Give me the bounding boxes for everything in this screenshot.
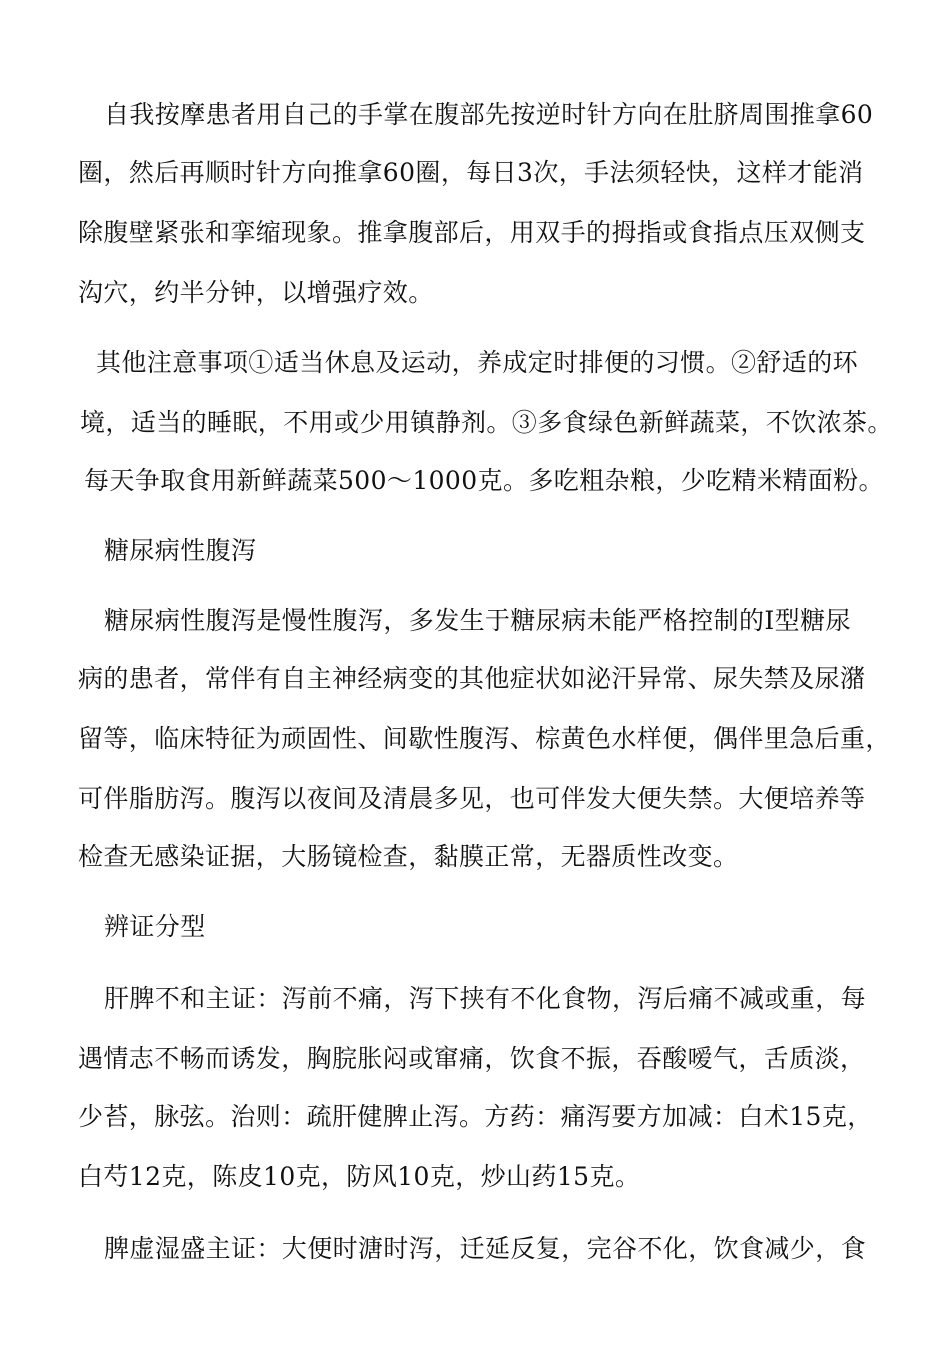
text-line: 其他注意事项①适当休息及运动，养成定时排便的习惯。②舒适的环 — [96, 348, 859, 377]
section-heading-diabetic-diarrhea: 糖尿病性腹泻 — [104, 536, 257, 565]
text-line: 每天争取食用新鲜蔬菜500〜1000克。多吃粗杂粮，少吃精米精面粉。 — [84, 466, 884, 495]
text-line: 可伴脂肪泻。腹泻以夜间及清晨多见，也可伴发大便失禁。大便培养等 — [78, 784, 866, 813]
text-line: 圈，然后再顺时针方向推拿60圈，每日3次，手法须轻快，这样才能消 — [78, 158, 864, 187]
text-line: 沟穴，约半分钟，以增强疗效。 — [78, 278, 434, 307]
text-line: 脾虚湿盛主证：大便时溏时泻，迁延反复，完谷不化，饮食减少，食 — [104, 1234, 867, 1263]
text-line: 糖尿病性腹泻是慢性腹泻，多发生于糖尿病未能严格控制的I型糖尿 — [104, 606, 851, 635]
text-line: 境，适当的睡眠，不用或少用镇静剂。③多食绿色新鲜蔬菜，不饮浓茶。 — [80, 408, 893, 437]
text-line: 病的患者，常伴有自主神经病变的其他症状如泌汗异常、尿失禁及尿潴 — [78, 664, 866, 693]
text-line: 遇情志不畅而诱发，胸脘胀闷或窜痛，饮食不振，吞酸嗳气，舌质淡， — [78, 1044, 866, 1073]
text-line: 少苔，脉弦。治则：疏肝健脾止泻。方药：痛泻要方加减：白术15克， — [78, 1102, 873, 1131]
text-line: 留等，临床特征为顽固性、间歇性腹泻、棕黄色水样便，偶伴里急后重， — [78, 724, 891, 753]
text-line: 检查无感染证据，大肠镜检查，黏膜正常，无器质性改变。 — [78, 842, 739, 871]
section-heading-syndrome-types: 辨证分型 — [104, 912, 206, 941]
text-line: 自我按摩患者用自己的手掌在腹部先按逆时针方向在肚脐周围推拿60 — [104, 100, 874, 129]
text-line: 除腹壁紧张和挛缩现象。推拿腹部后，用双手的拇指或食指点压双侧支 — [78, 218, 866, 247]
text-line: 白芍12克，陈皮10克，防风10克，炒山药15克。 — [78, 1162, 641, 1191]
text-line: 肝脾不和主证：泻前不痛，泻下挟有不化食物，泻后痛不减或重，每 — [104, 984, 867, 1013]
